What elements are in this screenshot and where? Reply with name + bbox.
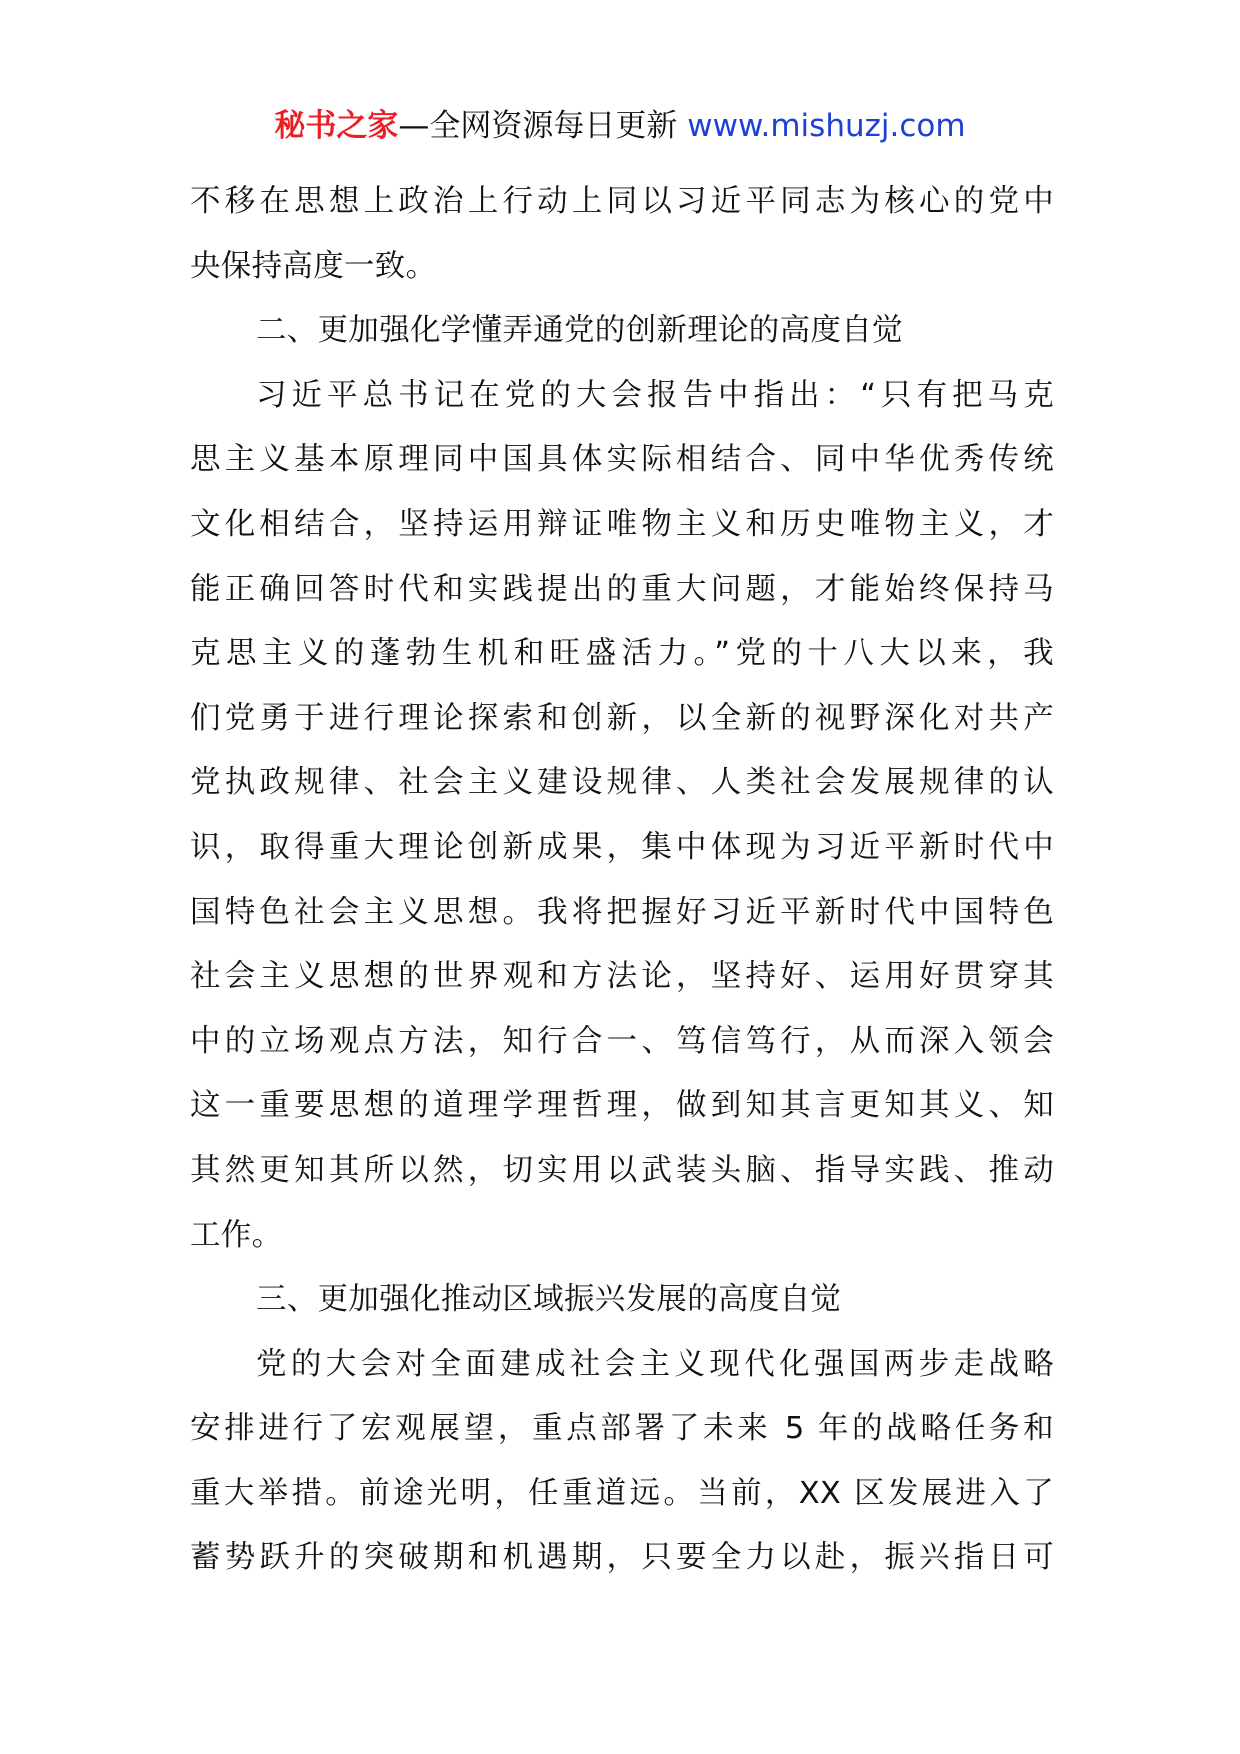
section-heading: 二、更加强化学懂弄通党的创新理论的高度自觉 [256,313,903,349]
document-body [190,170,1054,1591]
page-header [0,104,1240,148]
header-tagline: —全网资源每日更新 [398,108,688,144]
text-line: 蓄势跃升的突破期和机遇期，只要全力以赴，振兴指日可 [190,1540,1054,1576]
text-line: 中的立场观点方法，知行合一、笃信笃行，从而深入领会 [190,1023,1054,1059]
text-line: 党执政规律、社会主义建设规律、人类社会发展规律的认 [190,765,1054,801]
text-line: 识，取得重大理论创新成果，集中体现为习近平新时代中 [190,829,1054,865]
brand-name: 秘书之家 [274,108,399,144]
text-line: 文化相结合，坚持运用辩证唯物主义和历史唯物主义，才 [190,506,1054,542]
text-line: 重大举措。前途光明，任重道远。当前，XX 区发展进入了 [190,1475,1054,1511]
text-line: 国特色社会主义思想。我将把握好习近平新时代中国特色 [190,894,1054,930]
text-line: 工作。 [190,1217,283,1253]
text-line: 安排进行了宏观展望，重点部署了未来 5 年的战略任务和 [190,1411,1054,1447]
text-line: 社会主义思想的世界观和方法论，坚持好、运用好贯穿其 [190,959,1054,995]
text-line: 央保持高度一致。 [190,248,437,284]
section-heading: 三、更加强化推动区域振兴发展的高度自觉 [256,1282,842,1318]
text-line: 能正确回答时代和实践提出的重大问题，才能始终保持马 [190,571,1054,607]
text-line: 克思主义的蓬勃生机和旺盛活力。”党的十八大以来，我 [190,636,1054,672]
text-line: 其然更知其所以然，切实用以武装头脑、指导实践、推动 [190,1152,1054,1188]
text-line: 们党勇于进行理论探索和创新，以全新的视野深化对共产 [190,700,1054,736]
text-line: 党的大会对全面建成社会主义现代化强国两步走战略 [256,1346,1054,1382]
text-line: 思主义基本原理同中国具体实际相结合、同中华优秀传统 [190,442,1054,478]
text-line: 习近平总书记在党的大会报告中指出：“只有把马克 [256,377,1054,413]
text-line: 不移在思想上政治上行动上同以习近平同志为核心的党中 [190,184,1054,219]
header-url[interactable]: www.mishuzj.com [687,108,966,144]
text-line: 这一重要思想的道理学理哲理，做到知其言更知其义、知 [190,1088,1054,1124]
